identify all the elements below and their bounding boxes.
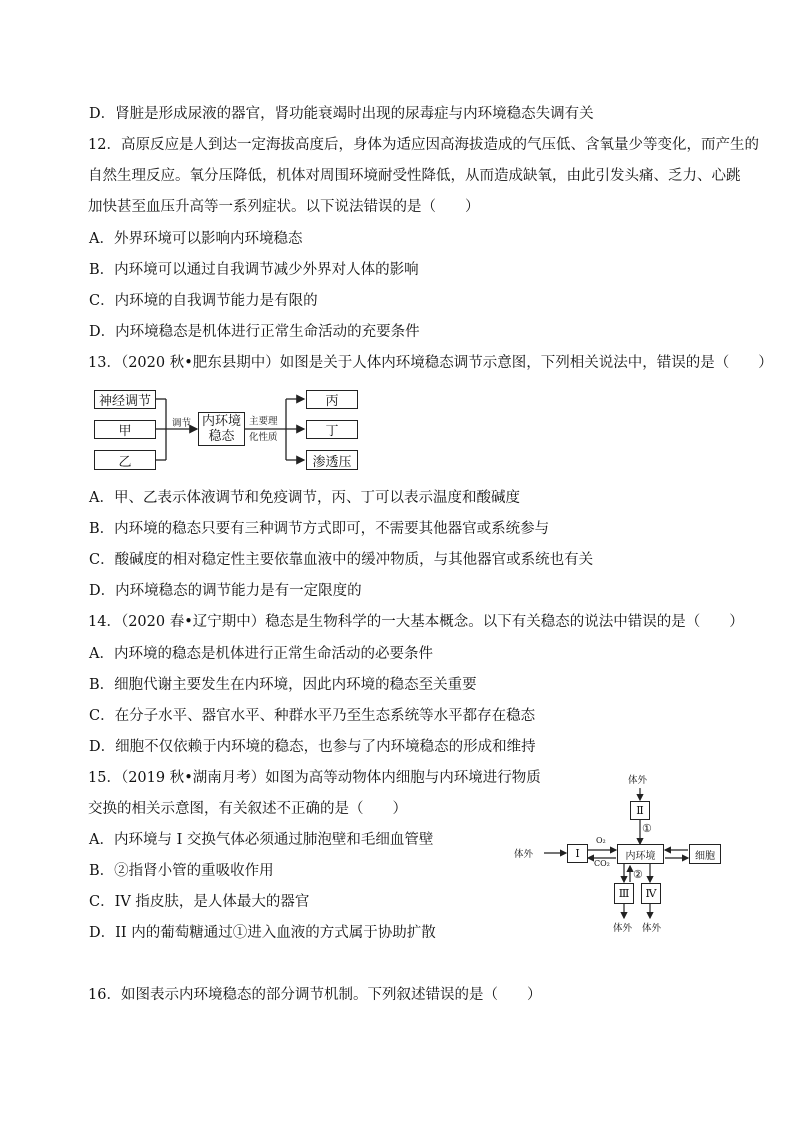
q14-option-d: D．细胞不仅依赖于内环境的稳态，也参与了内环境稳态的形成和维持 bbox=[89, 739, 536, 755]
q15-exchange-diagram bbox=[510, 770, 730, 936]
co2-label: CO₂ bbox=[594, 859, 610, 868]
q12-option-d: D．内环境稳态是机体进行正常生命活动的充要条件 bbox=[89, 324, 420, 340]
q13-stem: 13．（2020 秋•肥东县期中）如图是关于人体内环境稳态调节示意图，下列相关说法中，错误的是（ ） bbox=[88, 355, 773, 371]
q12-option-b: B．内环境可以通过自我调节减少外界对人体的影响 bbox=[89, 262, 419, 278]
q13-option-a: A．甲、乙表示体液调节和免疫调节，丙、丁可以表示温度和酸碱度 bbox=[89, 490, 520, 506]
center-label-line2: 稳态 bbox=[208, 429, 235, 444]
top-outside-label: 体外 bbox=[628, 775, 648, 786]
q14-option-c: C．在分子水平、器官水平、种群水平乃至生态系统等水平都存在稳态 bbox=[89, 708, 536, 724]
bottom-outside-label-1: 体外 bbox=[613, 923, 633, 934]
q12-option-c: C．内环境的自我调节能力是有限的 bbox=[89, 293, 318, 309]
osmotic-pressure-box: 渗透压 bbox=[306, 450, 358, 470]
q14-option-a: A．内环境的稳态是机体进行正常生命活动的必要条件 bbox=[89, 646, 433, 662]
neural-regulation-box: 神经调节 bbox=[94, 390, 156, 409]
q15-stem-line2: 交换的相关示意图，有关叙述不正确的是（ ） bbox=[88, 801, 407, 817]
box-iv: Ⅳ bbox=[641, 883, 661, 904]
box-iii: Ⅲ bbox=[614, 883, 634, 904]
regulation-arrow-label: 调节 bbox=[172, 418, 192, 429]
internal-environment-homeostasis-box bbox=[198, 412, 245, 446]
q12-stem-line3: 加快甚至血压升高等一系列症状。以下说法错误的是（ ） bbox=[88, 199, 480, 215]
q15-option-b: B．②指肾小管的重吸收作用 bbox=[89, 863, 274, 879]
q15-option-d: D．II 内的葡萄糖通过①进入血液的方式属于协助扩散 bbox=[89, 925, 436, 941]
q12-stem-line2: 自然生理反应。氧分压降低，机体对周围环境耐受性降低，从而造成缺氧，由此引发头痛、乏力、心跳 bbox=[88, 168, 741, 184]
q13-regulation-diagram bbox=[94, 388, 364, 474]
jia-box: 甲 bbox=[94, 420, 156, 439]
box-i: Ⅰ bbox=[567, 844, 588, 863]
q14-option-b: B．细胞代谢主要发生在内环境，因此内环境的稳态至关重要 bbox=[89, 677, 477, 693]
center-label-line1: 内环境 bbox=[201, 414, 241, 429]
circle-2-label: ② bbox=[633, 868, 643, 881]
physicochemical-label-line2: 化性质 bbox=[249, 432, 278, 443]
q13-option-d: D．内环境稳态的调节能力是有一定限度的 bbox=[89, 583, 362, 599]
q12-stem-line1: 12．高原反应是人到达一定海拔高度后，身体为适应因高海拔造成的气压低、含氧量少等变化，而产生的 bbox=[88, 137, 759, 153]
q13-option-b: B．内环境的稳态只要有三种调节方式即可，不需要其他器官或系统参与 bbox=[89, 521, 550, 537]
q15-stem-line1: 15．（2019 秋•湖南月考）如图为高等动物体内细胞与内环境进行物质 bbox=[88, 770, 541, 786]
circle-1-label: ① bbox=[642, 822, 652, 835]
internal-environment-box: 内环境 bbox=[617, 844, 664, 864]
bing-box: 丙 bbox=[306, 390, 358, 409]
q14-stem: 14．（2020 春•辽宁期中）稳态是生物科学的一大基本概念。以下有关稳态的说法中错误的是（ ） bbox=[88, 614, 744, 630]
q13-option-c: C．酸碱度的相对稳定性主要依靠血液中的缓冲物质，与其他器官或系统也有关 bbox=[89, 552, 594, 568]
q16-stem: 16．如图表示内环境稳态的部分调节机制。下列叙述错误的是（ ） bbox=[88, 987, 542, 1003]
q11-option-d: D．肾脏是形成尿液的器官，肾功能衰竭时出现的尿毒症与内环境稳态失调有关 bbox=[89, 106, 594, 122]
q15-option-c: C．IV 指皮肤，是人体最大的器官 bbox=[89, 894, 310, 910]
physicochemical-label-line1: 主要理 bbox=[249, 416, 278, 427]
box-ii: Ⅱ bbox=[630, 801, 650, 820]
bottom-outside-label-2: 体外 bbox=[642, 923, 662, 934]
cell-box: 细胞 bbox=[689, 844, 721, 864]
ding-box: 丁 bbox=[306, 420, 358, 439]
yi-box: 乙 bbox=[94, 450, 156, 470]
left-outside-label: 体外 bbox=[514, 849, 534, 860]
q15-option-a: A．内环境与 I 交换气体必须通过肺泡壁和毛细血管壁 bbox=[89, 832, 434, 848]
o2-label: O₂ bbox=[596, 836, 606, 845]
q12-option-a: A．外界环境可以影响内环境稳态 bbox=[89, 231, 303, 247]
